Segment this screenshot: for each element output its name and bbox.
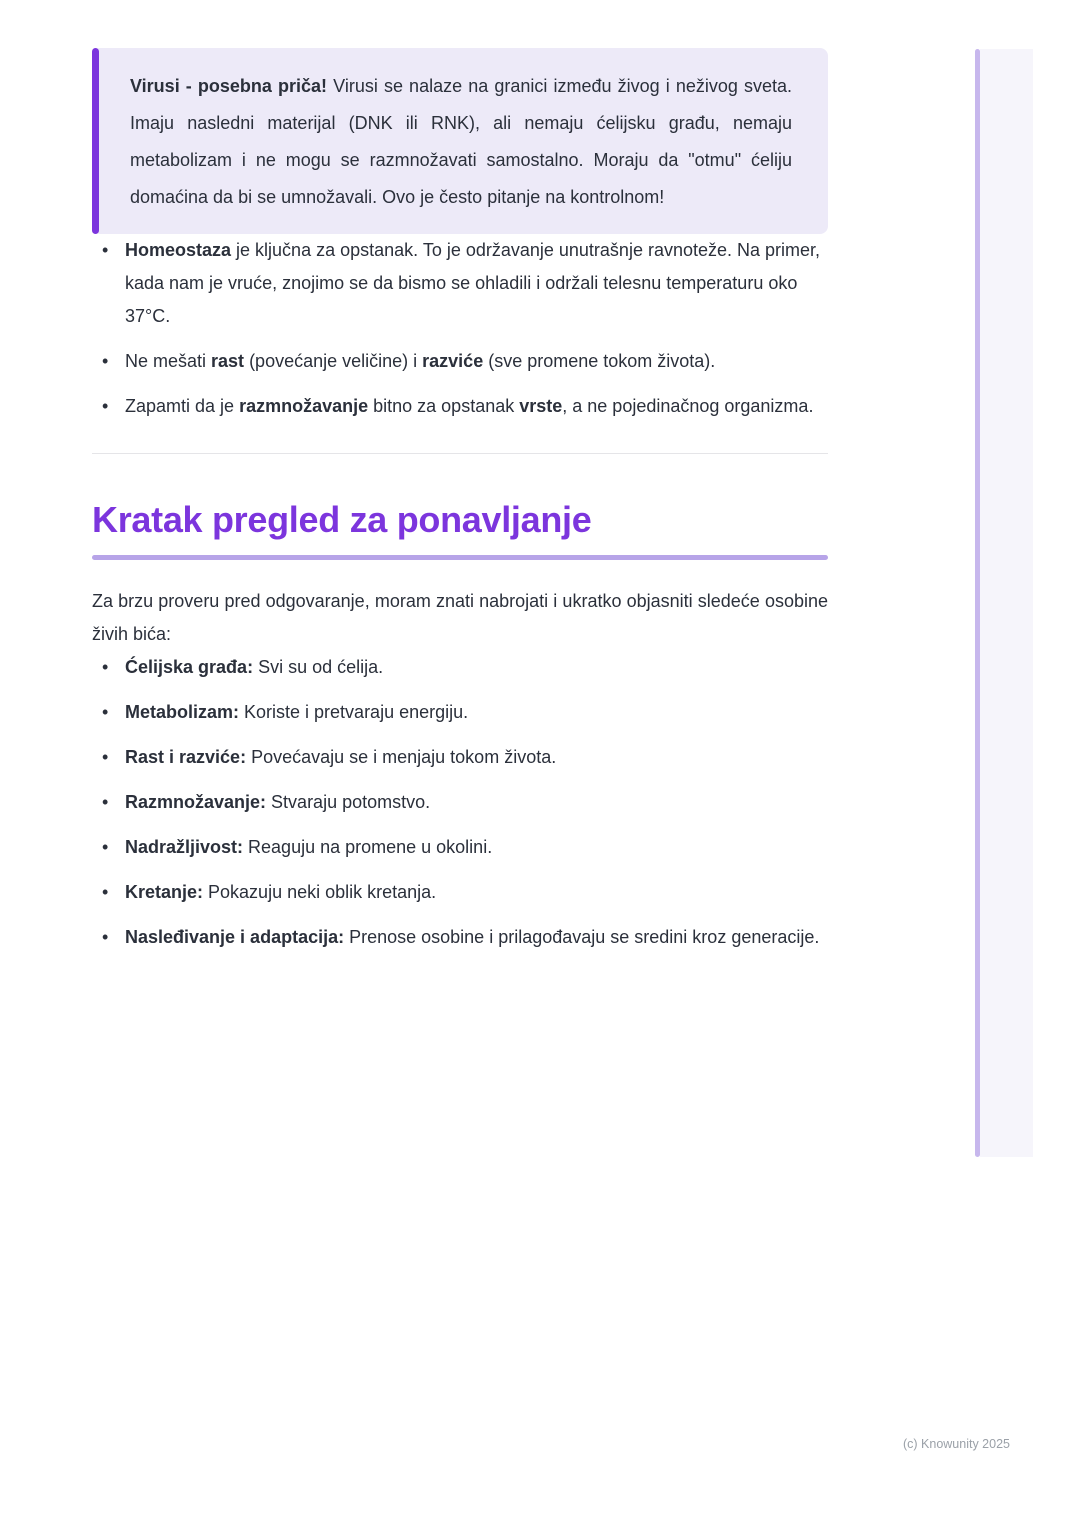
plain-text: Povećavaju se i menjaju tokom života. xyxy=(246,747,557,767)
list-item xyxy=(92,741,828,774)
list-item-text xyxy=(125,657,383,677)
list-item xyxy=(92,831,828,864)
plain-text: (povećanje veličine) i xyxy=(244,351,423,371)
plain-text: Ne mešati xyxy=(125,351,212,371)
list-item xyxy=(92,651,828,684)
plain-text: Reaguju na promene u okolini. xyxy=(243,837,493,857)
intro-paragraph: Za brzu proveru pred odgovaranje, moram znati nabrojati i ukratko objasniti sledeće osobine živih bića: xyxy=(92,591,828,644)
bold-text: Virusi - posebna priča! xyxy=(130,76,328,96)
list-item-text xyxy=(125,351,715,371)
review-list xyxy=(92,651,828,954)
document-content xyxy=(92,0,828,966)
list-item-text xyxy=(125,837,492,857)
callout-accent-bar xyxy=(92,48,99,234)
list-item-text xyxy=(125,882,436,902)
list-item xyxy=(92,696,828,729)
bold-text: Metabolizam: xyxy=(125,702,240,722)
bold-text: Homeostaza xyxy=(125,240,232,260)
copyright-notice: (c) Knowunity 2025 xyxy=(902,1437,1010,1451)
list-item-text xyxy=(125,747,556,767)
section-divider xyxy=(92,453,828,454)
plain-text: Prenose osobine i prilagođavaju se sredini kroz generacije. xyxy=(344,927,820,947)
plain-text: Svi su od ćelija. xyxy=(253,657,384,677)
list-item-text xyxy=(125,792,430,812)
bold-text: Razmnožavanje: xyxy=(125,792,267,812)
bold-text: rast xyxy=(211,351,245,371)
bold-text: Nasleđivanje i adaptacija: xyxy=(125,927,345,947)
plain-text: Virusi se nalaze na granici između živog i neživog sveta. Imaju nasledni materijal (DNK ili RNK), ali nemaju ćelijsku građu, nemaju metabolizam i ne mogu se razmnožavati samostalno. Moraju da "otmu" ćeliju domaćina da bi se umnožavali. Ovo je često pitanje na kontrolnom! xyxy=(130,76,792,207)
list-item xyxy=(92,390,828,423)
virus-callout-box xyxy=(92,48,828,234)
bold-text: Nadražljivost: xyxy=(125,837,244,857)
bold-text: Kretanje: xyxy=(125,882,204,902)
list-item-text xyxy=(125,240,820,326)
plain-text: bitno za opstanak xyxy=(368,396,520,416)
bold-text: razviće xyxy=(422,351,484,371)
key-notes-list xyxy=(92,234,828,423)
page-edge-decoration xyxy=(980,49,1033,1157)
callout-text xyxy=(130,68,792,216)
list-item-text xyxy=(125,927,819,947)
plain-text: Stvaraju potomstvo. xyxy=(266,792,431,812)
list-item xyxy=(92,345,828,378)
list-item xyxy=(92,921,828,954)
list-item-text xyxy=(125,702,468,722)
bold-text: Ćelijska građa: xyxy=(125,657,254,677)
bold-text: Rast i razviće: xyxy=(125,747,247,767)
list-item xyxy=(92,234,828,333)
plain-text: , a ne pojedinačnog organizma. xyxy=(562,396,814,416)
plain-text: Zapamti da je xyxy=(125,396,240,416)
bold-text: vrste xyxy=(519,396,563,416)
plain-text: (sve promene tokom života). xyxy=(483,351,716,371)
list-item xyxy=(92,786,828,819)
section-heading: Kratak pregled za ponavljanje xyxy=(92,499,592,540)
plain-text: Pokazuju neki oblik kretanja. xyxy=(203,882,437,902)
heading-underline xyxy=(92,555,828,560)
plain-text: je ključna za opstanak. To je održavanje unutrašnje ravnoteže. Na primer, kada nam je vruće, znojimo se da bismo se ohladili i održali telesnu temperaturu oko 37°C. xyxy=(125,240,821,326)
bold-text: razmnožavanje xyxy=(239,396,369,416)
plain-text: Koriste i pretvaraju energiju. xyxy=(239,702,469,722)
list-item-text xyxy=(125,396,813,416)
list-item xyxy=(92,876,828,909)
